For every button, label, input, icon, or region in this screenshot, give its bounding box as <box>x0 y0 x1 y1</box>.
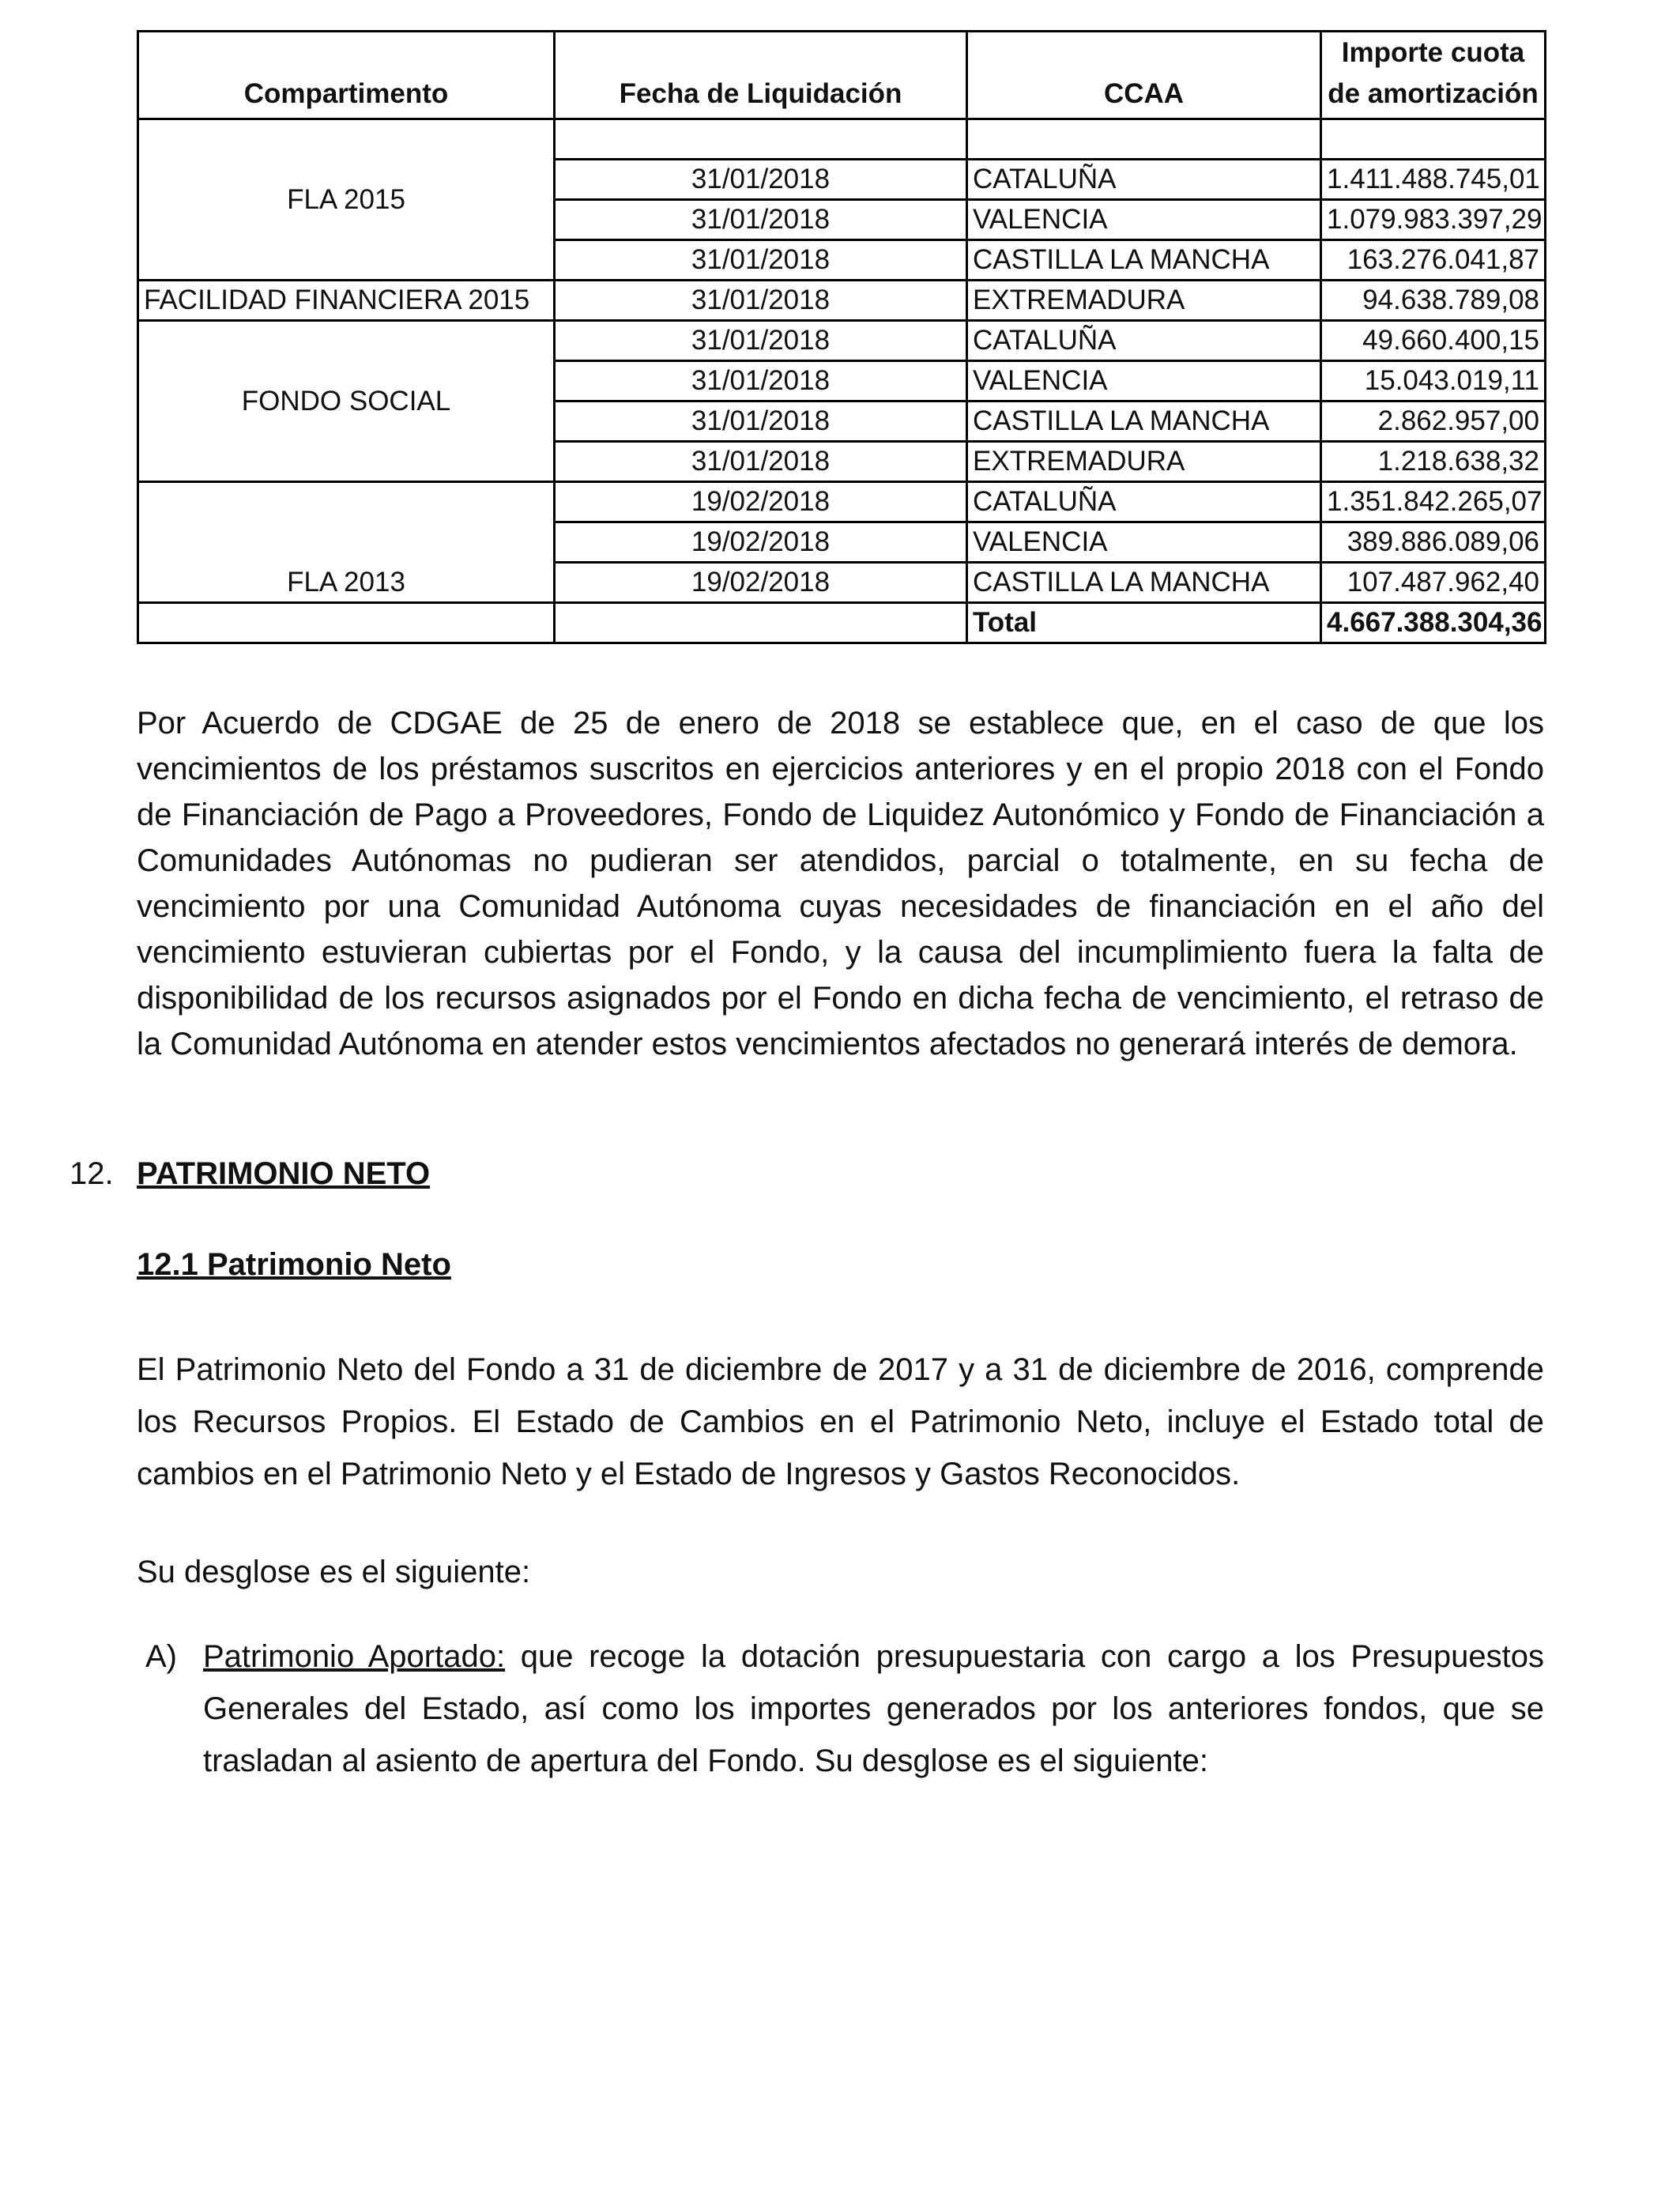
total-label: Total <box>967 603 1321 643</box>
importe-cell: 1.079.983.397,29 <box>1321 200 1546 240</box>
importe-cell: 1.411.488.745,01 <box>1321 160 1546 200</box>
fecha-cell: 31/01/2018 <box>555 401 967 442</box>
ccaa-cell: CATALUÑA <box>967 160 1321 200</box>
ccaa-cell: VALENCIA <box>967 200 1321 240</box>
fecha-cell: 31/01/2018 <box>555 240 967 281</box>
fecha-cell: 31/01/2018 <box>555 442 967 482</box>
table-total-row <box>138 603 1546 643</box>
table-cell <box>555 603 967 643</box>
table-spacer-row <box>138 119 1546 160</box>
importe-cell: 2.862.957,00 <box>1321 401 1546 442</box>
importe-cell: 163.276.041,87 <box>1321 240 1546 281</box>
fecha-cell: 19/02/2018 <box>555 563 967 603</box>
amortization-table <box>137 30 1546 644</box>
group-facilidad-financiera-2015: FACILIDAD FINANCIERA 2015 <box>138 281 555 321</box>
total-value: 4.667.388.304,36 <box>1321 603 1546 643</box>
importe-cell: 389.886.089,06 <box>1321 522 1546 563</box>
table-row <box>138 321 1546 361</box>
importe-cell: 94.638.789,08 <box>1321 281 1546 321</box>
header-importe-line2: de amortización <box>1328 78 1539 109</box>
table-row <box>138 482 1546 522</box>
section-number: 12. <box>70 1156 114 1191</box>
header-importe <box>1321 32 1546 119</box>
importe-cell: 107.487.962,40 <box>1321 563 1546 603</box>
importe-cell: 49.660.400,15 <box>1321 321 1546 361</box>
fecha-cell: 31/01/2018 <box>555 281 967 321</box>
importe-cell: 1.351.842.265,07 <box>1321 482 1546 522</box>
ccaa-cell: CASTILLA LA MANCHA <box>967 401 1321 442</box>
fecha-cell: 19/02/2018 <box>555 522 967 563</box>
ccaa-cell: VALENCIA <box>967 522 1321 563</box>
header-compartimento: Compartimento <box>138 32 555 119</box>
list-item-a <box>145 1630 1545 1787</box>
paragraph-patrimonio-neto: El Patrimonio Neto del Fondo a 31 de diciembre de 2017 y a 31 de diciembre de 2016, comprende los Recursos Propios. El Estado de Cambios en el Patrimonio Neto, incluye el Estado total de cambios en el Patrimonio Neto y el Estado de Ingresos y Gastos Reconocidos. <box>137 1352 1544 1491</box>
list-term: Patrimonio Aportado: <box>203 1639 506 1674</box>
ccaa-cell: EXTREMADURA <box>967 281 1321 321</box>
paragraph-desglose: Su desglose es el siguiente: <box>137 1555 531 1589</box>
header-ccaa: CCAA <box>967 32 1321 119</box>
fecha-cell: 31/01/2018 <box>555 361 967 401</box>
group-fondo-social: FONDO SOCIAL <box>138 321 555 482</box>
table-cell <box>555 119 967 160</box>
table-cell <box>1321 119 1546 160</box>
table-cell <box>967 119 1321 160</box>
header-fecha: Fecha de Liquidación <box>555 32 967 119</box>
table-row <box>138 281 1546 321</box>
subsection-title: 12.1 Patrimonio Neto <box>137 1247 451 1282</box>
section-heading <box>70 1156 431 1192</box>
ccaa-cell: CATALUÑA <box>967 482 1321 522</box>
list-text: que recoge la dotación presupuestaria con cargo a los Presupuestos Generales del Estado, así como los importes generados por los anteriores fondos, que se trasladan al asiento de apertura del Fondo. Su desglose es el siguiente: <box>203 1639 1545 1778</box>
group-fla-2015: FLA 2015 <box>138 119 555 281</box>
section-title: PATRIMONIO NETO <box>137 1156 431 1191</box>
ccaa-cell: VALENCIA <box>967 361 1321 401</box>
table-cell <box>138 603 555 643</box>
ccaa-cell: CATALUÑA <box>967 321 1321 361</box>
paragraph-cdgae: Por Acuerdo de CDGAE de 25 de enero de 2018 se establece que, en el caso de que los vencimientos de los préstamos suscritos en ejercicios anteriores y en el propio 2018 con el Fondo de Financiación de Pago a Proveedores, Fondo de Liquidez Autonómico y Fondo de Financiación a Comunidades Autónomas no pudieran ser atendidos, parcial o totalmente, en su fecha de vencimiento por una Comunidad Autónoma cuyas necesidades de financiación en el año del vencimiento estuvieran cubiertas por el Fondo, y la causa del incumplimiento fuera la falta de disponibilidad de los recursos asignados por el Fondo en dicha fecha de vencimiento, el retraso de la Comunidad Autónoma en atender estos vencimientos afectados no generará interés de demora. <box>137 706 1544 1061</box>
table-header-row <box>138 32 1546 119</box>
importe-cell: 1.218.638,32 <box>1321 442 1546 482</box>
header-importe-line1: Importe cuota <box>1341 37 1525 68</box>
group-fla-2013: FLA 2013 <box>138 482 555 603</box>
ccaa-cell: EXTREMADURA <box>967 442 1321 482</box>
ccaa-cell: CASTILLA LA MANCHA <box>967 563 1321 603</box>
importe-cell: 15.043.019,11 <box>1321 361 1546 401</box>
list-marker: A) <box>145 1639 177 1674</box>
fecha-cell: 19/02/2018 <box>555 482 967 522</box>
ccaa-cell: CASTILLA LA MANCHA <box>967 240 1321 281</box>
fecha-cell: 31/01/2018 <box>555 321 967 361</box>
fecha-cell: 31/01/2018 <box>555 200 967 240</box>
fecha-cell: 31/01/2018 <box>555 160 967 200</box>
